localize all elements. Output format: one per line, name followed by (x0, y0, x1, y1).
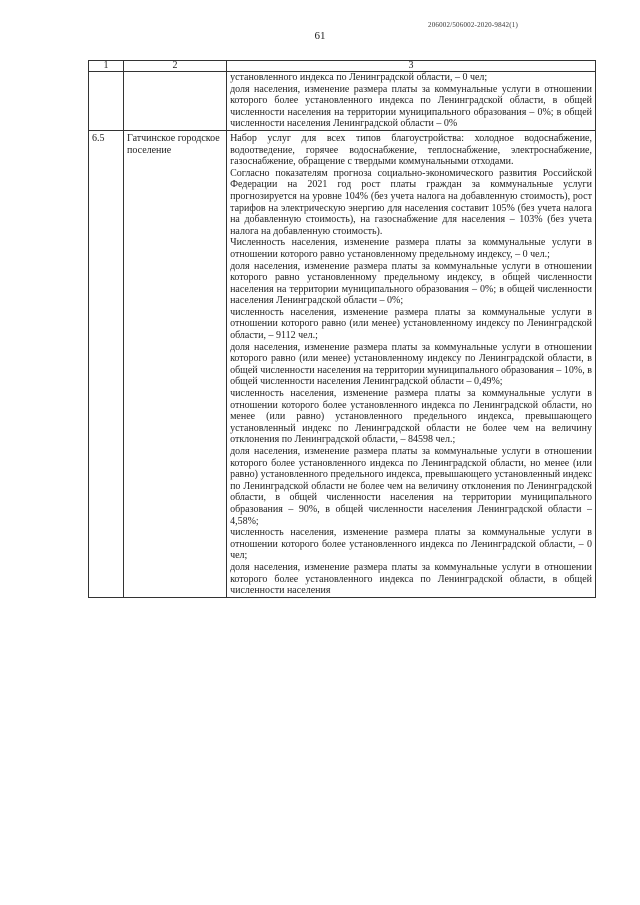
page-number: 61 (314, 30, 326, 42)
paragraph: численность населения, изменение размера платы за коммунальные услуги в отношении которого более установленного индекса по Ленинградской области, но менее (или равно) установленного предельного индекса, превышающего установленный индекс по Ленинградской области не более чем на величину отклонения по Ленинградской области, – 84598 чел.; (230, 388, 592, 446)
paragraph: доля населения, изменение размера платы за коммунальные услуги в отношении которого равно (или менее) установленному индексу по Ленинградской области, в общей численности населения на территории муниципального образования – 10%, в общей численности населения Ленинградской области – 0,49%; (230, 341, 592, 388)
paragraph: доля населения, изменение размера платы за коммунальные услуги в отношении которого более установленного индекса по Ленинградской области, в общей численности населения на территории муниципального образования – 0%; в общей численности населения Ленинградской области – 0% (230, 83, 592, 130)
row-description-text (227, 130, 596, 597)
column-header-2: 2 (124, 61, 227, 72)
data-table (88, 60, 596, 598)
column-header-3: 3 (227, 61, 596, 72)
paragraph: установленного индекса по Ленинградской области, – 0 чел; (230, 72, 488, 83)
row-number: 6.5 (89, 130, 124, 597)
paragraph: доля населения, изменение размера платы за коммунальные услуги в отношении которого равно установленному предельному индексу, в общей численности населения на территории муниципального образования – 0%; в общей численности населения Ленинградской области – 0%; (230, 260, 592, 307)
table-header-row (89, 61, 596, 72)
paragraph: доля населения, изменение размера платы за коммунальные услуги в отношении которого более установленного индекса по Ленинградской области, в общей численности населения (230, 561, 592, 597)
paragraph: доля населения, изменение размера платы за коммунальные услуги в отношении которого более установленного индекса по Ленинградской области, но менее (или равно) установленного предельного индекса, превышающего установленный индекс по Ленинградской области не более чем на величину отклонения по Ленинградской области, в общей численности населения на территории муниципального образования – 90%, в общей численности населения Ленинградской области – 4,58%; (230, 446, 592, 527)
table-row (89, 72, 596, 131)
paragraph: Набор услуг для всех типов благоустройства: холодное водоснабжение, водоотведение, горячее водоснабжение, теплоснабжение, электроснабжение, газоснабжение, обращение с твердыми коммунальными отходами. (230, 132, 592, 168)
paragraph: численность населения, изменение размера платы за коммунальные услуги в отношении которого равно (или менее) установленному индексу по Ленинградской области, – 9112 чел.; (230, 306, 592, 342)
paragraph: Согласно показателям прогноза социально-экономического развития Российской Федерации на 2021 год рост платы граждан за коммунальные услуги прогнозируется на уровне 104% (без учета налога на добавленную стоимость), рост тарифов на электрическую энергию для населения составит 105% (без учета налога на добавленную стоимость), на газоснабжение для населения – 103% (без учета налога на добавленную стоимость). (230, 167, 592, 237)
row-continuation-text (227, 72, 596, 131)
paragraph: численность населения, изменение размера платы за коммунальные услуги в отношении которого более установленного индекса по Ленинградской области, – 0 чел; (230, 527, 592, 562)
table-row (89, 130, 596, 597)
paragraph: Численность населения, изменение размера платы за коммунальные услуги в отношении которого равно установленному предельному индексу, – 0 чел.; (230, 237, 592, 260)
settlement-name: Гатчинское городское поселение (124, 130, 227, 597)
column-header-1: 1 (89, 61, 124, 72)
document-code: 206002/506002-2020-9842(1) (428, 21, 518, 29)
